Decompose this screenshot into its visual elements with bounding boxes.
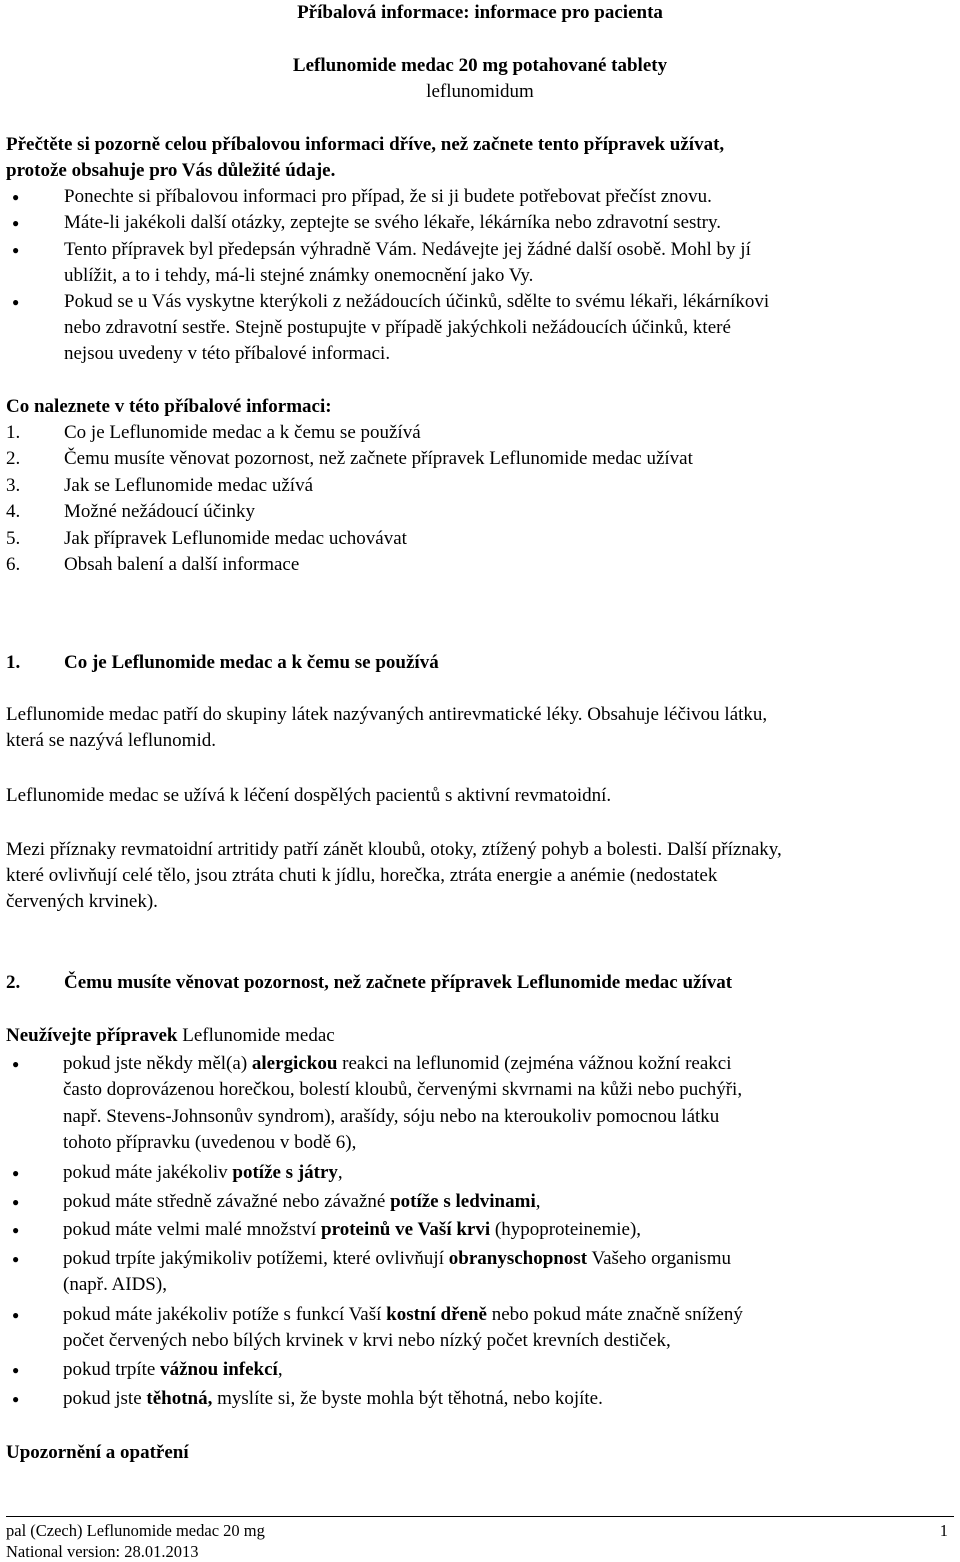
contraindication-cont: počet červených nebo bílých krvinek v krvi nebo nízký počet krevních destiček, [63, 1330, 671, 1351]
bullet-icon: ● [12, 1363, 20, 1377]
intro-bullet: Ponechte si příbalovou informaci pro případ, že si ji budete potřebovat přečíst znovu. [64, 186, 712, 207]
intro-bullet: Pokud se u Vás vyskytne kterýkoli z nežádoucích účinků, sdělte to svému lékaři, lékárníkovi [64, 291, 770, 312]
section-2-title: Čemu musíte věnovat pozornost, než začnete přípravek Leflunomide medac užívat [64, 972, 733, 993]
section-1-para: Leflunomide medac se užívá k léčení dospělých pacientů s aktivní revmatoidní. [6, 785, 612, 806]
bullet-icon: ● [12, 243, 20, 257]
toc-number: 3. [6, 475, 21, 496]
contraindication-item: pokud máte jakékoliv potíže s funkcí Vaší kostní dřeně nebo pokud máte značně snížený [63, 1304, 743, 1325]
bullet-icon: ● [12, 190, 20, 204]
toc-number: 5. [6, 528, 21, 549]
toc-text: Jak se Leflunomide medac užívá [64, 475, 314, 496]
section-1-title: Co je Leflunomide medac a k čemu se používá [64, 652, 439, 673]
section-2-number: 2. [6, 972, 21, 993]
section-1-para: červených krvinek). [6, 891, 158, 912]
toc-number: 6. [6, 554, 21, 575]
intro-bullet-cont: nejsou uvedeny v této příbalové informaci. [64, 343, 391, 364]
contraindication-cont: tohoto přípravku (uvedenou v bodě 6), [63, 1132, 357, 1153]
contraindication-item: pokud máte velmi malé množství proteinů ve Vaší krvi (hypoproteinemie), [63, 1219, 642, 1240]
heading-rest: Leflunomide medac [177, 1025, 335, 1046]
do-not-take-heading [6, 1023, 335, 1049]
section-1-para: které ovlivňují celé tělo, jsou ztráta chuti k jídlu, horečka, ztráta energie a anémie (nedostatek [6, 865, 718, 886]
toc-text: Jak přípravek Leflunomide medac uchovávat [64, 528, 407, 549]
bullet-icon: ● [12, 1166, 20, 1180]
section-1-para: Leflunomide medac patří do skupiny látek nazývaných antirevmatické léky. Obsahuje léčivou látku, [6, 704, 768, 725]
contraindication-cont: (např. AIDS), [63, 1274, 167, 1295]
intro-bullet: Tento přípravek byl předepsán výhradně Vám. Nedávejte jej žádné další osobě. Mohl by jí [64, 239, 751, 260]
bullet-icon: ● [12, 216, 20, 230]
product-name: Leflunomide medac 20 mg potahované tablety [292, 55, 668, 76]
contraindication-item: pokud máte jakékoliv potíže s játry, [63, 1162, 343, 1183]
toc-number: 4. [6, 501, 21, 522]
bullet-icon: ● [12, 1223, 20, 1237]
contraindication-item: pokud trpíte jakýmikoliv potížemi, které ovlivňují obranyschopnost Vašeho organismu [63, 1248, 731, 1269]
intro-line-1: Přečtěte si pozorně celou příbalovou informaci dříve, než začnete tento přípravek užívat, [6, 134, 725, 155]
section-1-para: která se nazývá leflunomid. [6, 730, 216, 751]
toc-heading: Co naleznete v této příbalové informaci: [6, 396, 332, 417]
intro-bullet: Máte-li jakékoli další otázky, zeptejte se svého lékaře, lékárníka nebo zdravotní sestry. [64, 212, 722, 233]
contraindication-item: pokud trpíte vážnou infekcí, [63, 1359, 283, 1380]
inn-name: leflunomidum [426, 81, 534, 102]
contraindication-item: pokud máte středně závažné nebo závažné potíže s ledvinami, [63, 1191, 541, 1212]
section-1-para: Mezi příznaky revmatoidní artritidy patří zánět kloubů, otoky, ztížený pohyb a bolesti. Další příznaky, [6, 839, 782, 860]
contraindication-cont: např. Stevens-Johnsonův syndrom), arašídy, sóju nebo na kteroukoliv pomocnou látku [63, 1106, 720, 1127]
toc-number: 2. [6, 448, 21, 469]
heading-bold: Neužívejte přípravek [6, 1025, 178, 1046]
toc-number: 1. [6, 422, 21, 443]
intro-bullet-cont: ublížit, a to i tehdy, má-li stejné známky onemocnění jako Vy. [64, 265, 534, 286]
intro-bullet-cont: nebo zdravotní sestře. Stejně postupujte v případě jakýchkoli nežádoucích účinků, které [64, 317, 731, 338]
footer-version: National version: 28.01.2013 [6, 1542, 199, 1561]
toc-text: Obsah balení a další informace [64, 554, 300, 575]
bullet-icon: ● [12, 1308, 20, 1322]
contraindication-item: pokud jste těhotná, myslíte si, že byste mohla být těhotná, nebo kojíte. [63, 1388, 603, 1409]
bullet-icon: ● [12, 1057, 20, 1071]
bullet-icon: ● [12, 1195, 20, 1209]
page-number: 1 [939, 1521, 948, 1540]
warnings-heading: Upozornění a opatření [6, 1442, 189, 1463]
bullet-icon: ● [12, 295, 20, 309]
page-title: Příbalová informace: informace pro pacienta [297, 2, 663, 23]
toc-text: Možné nežádoucí účinky [64, 501, 255, 522]
contraindication-cont: často doprovázenou horečkou, bolestí kloubů, červenými skvrnami na kůži nebo puchýři, [63, 1079, 743, 1100]
bullet-icon: ● [12, 1392, 20, 1406]
toc-text: Co je Leflunomide medac a k čemu se používá [64, 422, 421, 443]
toc-text: Čemu musíte věnovat pozornost, než začnete přípravek Leflunomide medac užívat [64, 448, 693, 469]
footer-divider [6, 1516, 954, 1517]
bullet-icon: ● [12, 1252, 20, 1266]
footer-label: pal (Czech) Leflunomide medac 20 mg [6, 1521, 265, 1540]
contraindication-item: pokud jste někdy měl(a) alergickou reakci na leflunomid (zejména vážnou kožní reakci [63, 1053, 732, 1074]
section-1-number: 1. [6, 652, 21, 673]
intro-line-2: protože obsahuje pro Vás důležité údaje. [6, 160, 336, 181]
